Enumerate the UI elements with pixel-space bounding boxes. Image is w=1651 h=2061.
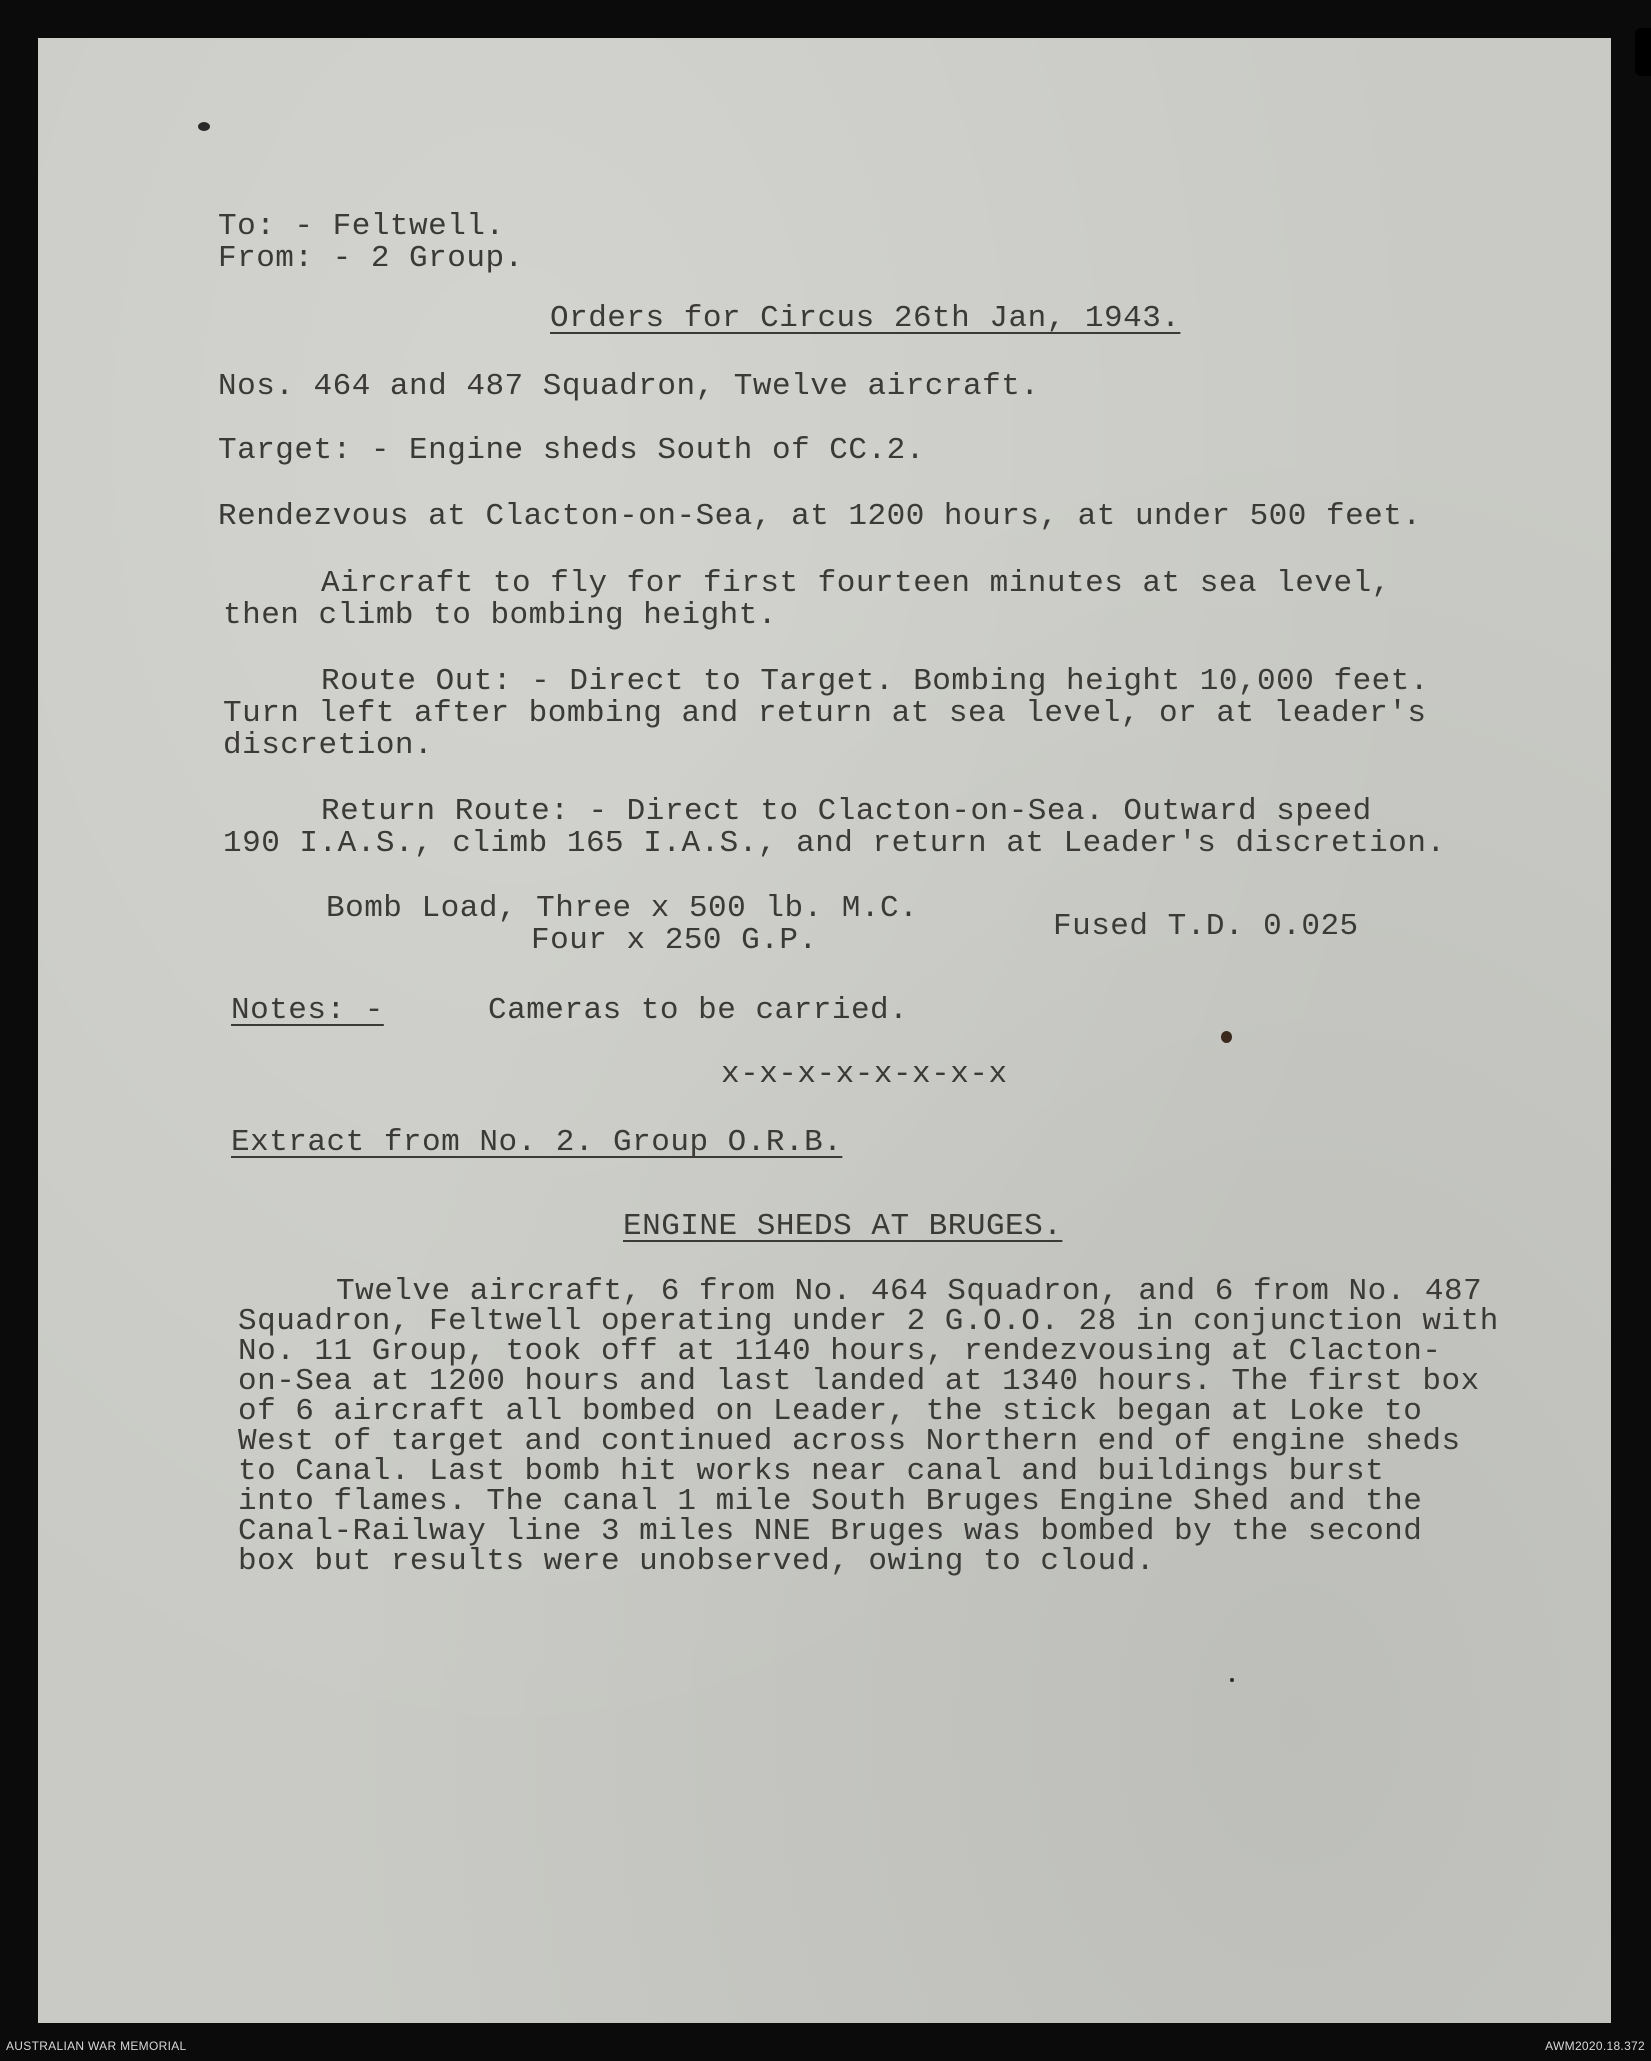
extract-line: box but results were unobserved, owing to cloud.: [238, 1544, 1155, 1579]
orders-title: Orders for Circus 26th Jan, 1943.: [550, 301, 1181, 336]
extract-line: Twelve aircraft, 6 from No. 464 Squadron, and 6 from No. 487: [336, 1274, 1483, 1309]
extract-line: Canal-Railway line 3 miles NNE Bruges was bombed by the second: [238, 1514, 1423, 1549]
binder-clip: [1635, 28, 1651, 76]
extract-heading: Extract from No. 2. Group O.R.B.: [231, 1125, 843, 1160]
para2-line1: Route Out: - Direct to Target. Bombing height 10,000 feet.: [321, 664, 1429, 699]
extract-line: on-Sea at 1200 hours and last landed at 1340 hours. The first box: [238, 1364, 1480, 1399]
bomb-load-line2: Four x 250 G.P.: [531, 923, 818, 958]
para1-line2: then climb to bombing height.: [223, 598, 777, 633]
rendezvous-line: Rendezvous at Clacton-on-Sea, at 1200 hours, at under 500 feet.: [218, 499, 1422, 534]
extract-line: into flames. The canal 1 mile South Bruges Engine Shed and the: [238, 1484, 1423, 1519]
ink-spot: [1230, 1678, 1234, 1682]
extract-line: West of target and continued across Northern end of engine sheds: [238, 1424, 1461, 1459]
target-line: Target: - Engine sheds South of CC.2.: [218, 433, 925, 468]
extract-line: to Canal. Last bomb hit works near canal and buildings burst: [238, 1454, 1385, 1489]
extract-line: of 6 aircraft all bombed on Leader, the stick began at Loke to: [238, 1394, 1423, 1429]
para3-line1: Return Route: - Direct to Clacton-on-Sea. Outward speed: [321, 794, 1372, 829]
from-line: From: - 2 Group.: [218, 241, 524, 276]
extract-title: ENGINE SHEDS AT BRUGES.: [623, 1209, 1063, 1244]
archive-label: AUSTRALIAN WAR MEMORIAL: [6, 2039, 187, 2053]
archive-reference: AWM2020.18.372: [1545, 2039, 1645, 2053]
notes-text: Cameras to be carried.: [488, 993, 909, 1028]
notes-label: Notes: -: [231, 993, 384, 1028]
para3-line2: 190 I.A.S., climb 165 I.A.S., and return at Leader's discretion.: [223, 826, 1446, 861]
squadron-line: Nos. 464 and 487 Squadron, Twelve aircraft.: [218, 369, 1040, 404]
para2-line3: discretion.: [223, 728, 434, 763]
para1-line1: Aircraft to fly for first fourteen minutes at sea level,: [321, 566, 1391, 601]
extract-line: Squadron, Feltwell operating under 2 G.O.O. 28 in conjunction with: [238, 1304, 1499, 1339]
ink-spot: [1221, 1031, 1232, 1043]
separator-line: x-x-x-x-x-x-x-x: [721, 1057, 1008, 1092]
bomb-load-line1: Bomb Load, Three x 500 lb. M.C.: [326, 891, 919, 926]
extract-line: No. 11 Group, took off at 1140 hours, rendezvousing at Clacton-: [238, 1334, 1442, 1369]
fused-line: Fused T.D. 0.025: [1053, 909, 1359, 944]
document-page: [38, 38, 1611, 2023]
to-line: To: - Feltwell.: [218, 209, 505, 244]
ink-spot: [198, 122, 210, 131]
para2-line2: Turn left after bombing and return at sea level, or at leader's: [223, 696, 1427, 731]
